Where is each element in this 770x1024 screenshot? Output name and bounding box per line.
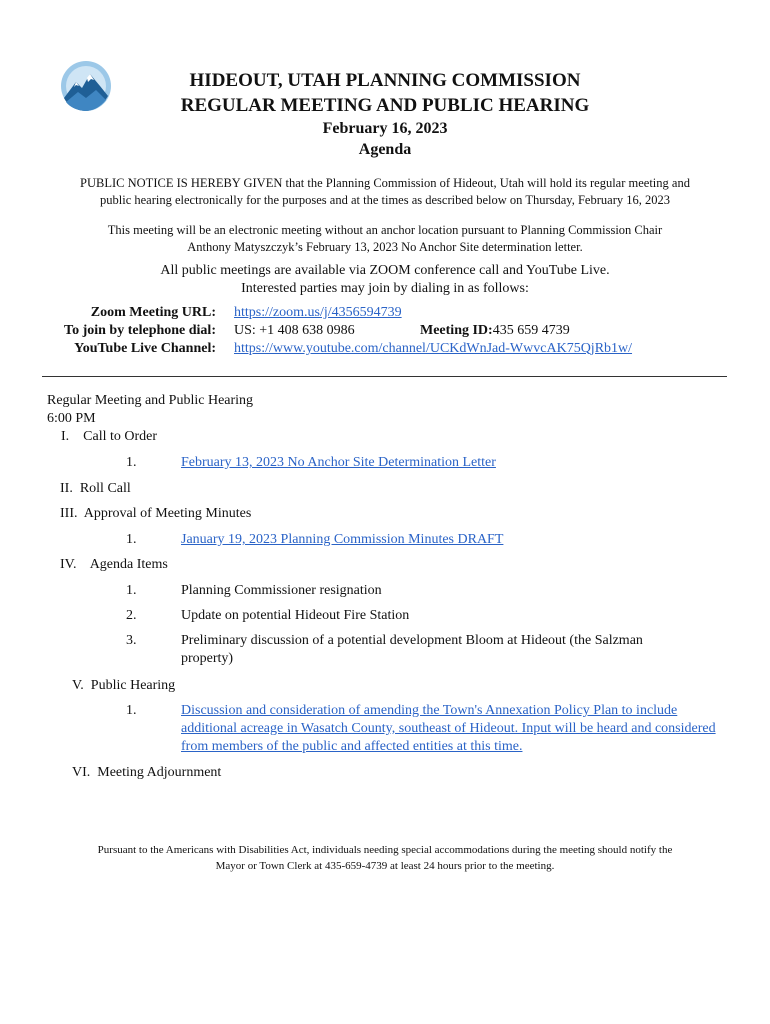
- section-roll-call: II. Roll Call: [60, 481, 131, 496]
- agenda-heading: Regular Meeting and Public Hearing: [47, 393, 254, 408]
- footer-line: Mayor or Town Clerk at 435-659-4739 at least 24 hours prior to the meeting.: [215, 860, 555, 872]
- item-number: 1.: [126, 583, 137, 598]
- agenda-item-text: Update on potential Hideout Fire Station: [181, 608, 410, 623]
- section-adjournment: VI. Meeting Adjournment: [72, 765, 222, 780]
- annexation-policy-link[interactable]: Discussion and consideration of amending the Town's Annexation Policy Plan to include additional acreage in Wasatch County, southeast of Hideout. Input will be heard and considered from members of the public and affected entities at this time.: [181, 703, 716, 754]
- ada-notice: [40, 842, 730, 874]
- phone-number: US: +1 408 638 0986: [234, 323, 355, 338]
- item-number: 1.: [126, 455, 137, 470]
- agenda-time: 6:00 PM: [47, 411, 96, 426]
- zoom-notice: [40, 262, 730, 298]
- anchor-site-letter-link[interactable]: February 13, 2023 No Anchor Site Determination Letter: [181, 455, 496, 470]
- phone-label: To join by telephone dial:: [64, 323, 216, 338]
- notice-line: public hearing electronically for the purposes and at the times as described below on Thursday, February 16, 2023: [100, 193, 670, 207]
- notice-line: This meeting will be an electronic meeting without an anchor location pursuant to Planning Commission Chair: [107, 223, 663, 237]
- item-number: 3.: [126, 633, 137, 648]
- agenda-subtitle: Agenda: [358, 141, 412, 158]
- section-agenda-items: IV. Agenda Items: [60, 557, 168, 572]
- meeting-id-value: 435 659 4739: [492, 323, 570, 338]
- youtube-row: [0, 340, 770, 358]
- meeting-id-label: Meeting ID:: [420, 323, 493, 338]
- notice-line: Interested parties may join by dialing in as follows:: [241, 281, 529, 296]
- section-public-hearing: V. Public Hearing: [72, 678, 176, 693]
- zoom-url-label: Zoom Meeting URL:: [90, 305, 216, 320]
- section-call-to-order: I. Call to Order: [61, 429, 158, 444]
- meeting-date: February 16, 2023: [322, 120, 448, 137]
- footer-line: Pursuant to the Americans with Disabilities Act, individuals needing special accommodations during the meeting should notify the: [97, 844, 673, 856]
- public-notice: [40, 175, 730, 209]
- item-number: 2.: [126, 608, 137, 623]
- notice-line: Anthony Matyszczyk’s February 13, 2023 No Anchor Site determination letter.: [187, 240, 583, 254]
- youtube-label: YouTube Live Channel:: [74, 341, 216, 356]
- title-block: [0, 68, 770, 160]
- minutes-draft-link[interactable]: January 19, 2023 Planning Commission Minutes DRAFT: [181, 532, 504, 547]
- electronic-meeting-notice: [40, 222, 730, 256]
- notice-line: PUBLIC NOTICE IS HEREBY GIVEN that the Planning Commission of Hideout, Utah will hold its regular meeting and: [80, 176, 690, 190]
- agenda-item-text: Planning Commissioner resignation: [181, 583, 382, 598]
- title-line-2: REGULAR MEETING AND PUBLIC HEARING: [180, 95, 590, 116]
- item-number: 1.: [126, 703, 137, 718]
- meeting-access-info: [0, 304, 770, 358]
- zoom-url-row: [0, 304, 770, 322]
- item-number: 1.: [126, 532, 137, 547]
- zoom-url-link[interactable]: https://zoom.us/j/4356594739: [234, 305, 402, 320]
- notice-line: All public meetings are available via ZOOM conference call and YouTube Live.: [160, 263, 610, 278]
- youtube-link[interactable]: https://www.youtube.com/channel/UCKdWnJad-WwvcAK75QjRb1w/: [234, 341, 633, 356]
- section-approval-minutes: III. Approval of Meeting Minutes: [60, 506, 252, 521]
- divider: [42, 376, 727, 377]
- title-line-1: HIDEOUT, UTAH PLANNING COMMISSION: [189, 70, 581, 91]
- meeting-id: [420, 322, 570, 340]
- agenda-item-text: Preliminary discussion of a potential development Bloom at Hideout (the Salzman property): [181, 633, 643, 666]
- phone-row: [0, 322, 770, 340]
